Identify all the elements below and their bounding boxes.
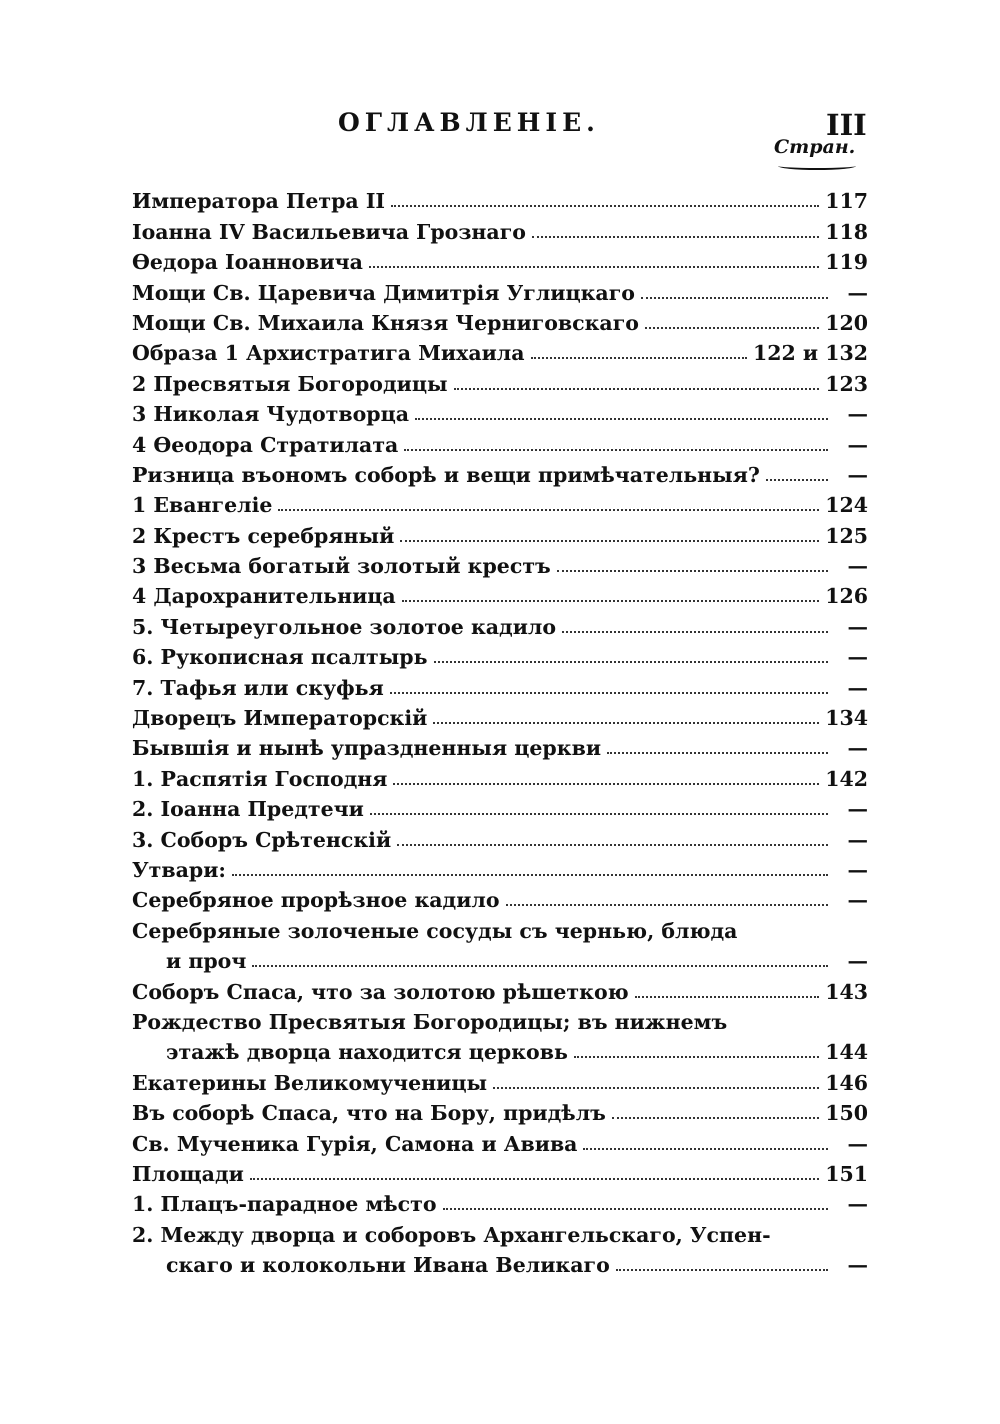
toc-entry-text: 1 Евангеліе <box>132 493 273 518</box>
toc-entry-text: Утвари: <box>132 857 226 882</box>
dot-leader <box>645 327 819 329</box>
toc-entry-page: — <box>847 1253 868 1278</box>
toc-entry <box>132 1186 868 1216</box>
dot-leader <box>443 1208 828 1210</box>
toc-entry-page: — <box>847 554 868 579</box>
toc-entry-text: Серебряные золоченые сосуды съ чернью, блюда <box>132 918 738 943</box>
toc-entry-text: 1. Плацъ-парадное мѣсто <box>132 1192 437 1217</box>
toc-entry-page: — <box>847 614 868 639</box>
toc-entry <box>132 973 868 1003</box>
toc-entry-text: 4 Дарохранительница <box>132 584 396 609</box>
toc-entry <box>132 791 868 821</box>
toc-entry <box>132 1156 868 1186</box>
toc-entry <box>132 852 868 882</box>
toc-entry <box>132 244 868 274</box>
dot-leader <box>415 418 828 420</box>
toc-entry-text: Ризница въономъ соборѣ и вещи примѣчательныя? <box>132 462 760 487</box>
toc-entry-continuation <box>132 1247 868 1277</box>
dot-leader <box>369 266 819 268</box>
toc-entry <box>132 335 868 365</box>
toc-entry <box>132 1216 868 1246</box>
dot-leader <box>252 965 828 967</box>
table-of-contents <box>132 183 868 1277</box>
toc-entry <box>132 183 868 213</box>
toc-entry-text: Императора Петра II <box>132 189 386 214</box>
dot-leader <box>635 996 820 998</box>
toc-entry <box>132 213 868 243</box>
toc-entry <box>132 1064 868 1094</box>
toc-entry-page: — <box>847 888 868 913</box>
toc-entry-page: 120 <box>825 310 868 335</box>
dot-leader <box>607 752 828 754</box>
toc-entry-text: Св. Мученика Гурія, Самона и Авива <box>132 1131 578 1156</box>
page-column-label: Стран. <box>774 136 856 158</box>
toc-entry-page: — <box>847 402 868 427</box>
toc-entry-text: 3 Николая Чудотворца <box>132 402 410 427</box>
page-title: ОГЛАВЛЕНІЕ. <box>338 108 600 137</box>
dot-leader <box>506 904 828 906</box>
dot-leader <box>562 631 828 633</box>
toc-entry <box>132 1004 868 1034</box>
toc-entry <box>132 639 868 669</box>
toc-entry-text: 1. Распятія Господня <box>132 766 388 791</box>
toc-entry-page: 125 <box>825 523 868 548</box>
toc-entry <box>132 426 868 456</box>
toc-entry-page: — <box>847 432 868 457</box>
dot-leader <box>390 692 828 694</box>
toc-entry-page: — <box>847 827 868 852</box>
toc-entry <box>132 608 868 638</box>
toc-entry-page: 142 <box>825 766 868 791</box>
dot-leader <box>641 297 828 299</box>
toc-entry-page: 146 <box>825 1070 868 1095</box>
toc-entry-page: 122 и 132 <box>752 341 868 366</box>
column-label-underline <box>778 162 856 170</box>
dot-leader <box>454 388 820 390</box>
toc-entry <box>132 1125 868 1155</box>
dot-leader <box>250 1178 819 1180</box>
toc-entry-text: Екатерины Великомученицы <box>132 1070 488 1095</box>
dot-leader <box>400 540 819 542</box>
dot-leader <box>434 661 828 663</box>
toc-entry-text: 3. Соборъ Срѣтенскій <box>132 827 392 852</box>
toc-entry-text: этажѣ дворца находится церковь <box>166 1040 568 1065</box>
toc-entry-text: Мощи Св. Царевича Димитрія Углицкаго <box>132 280 635 305</box>
dot-leader <box>397 844 828 846</box>
toc-entry-page: 123 <box>825 371 868 396</box>
toc-entry-text: 5. Четыреугольное золотое кадило <box>132 614 557 639</box>
toc-entry-page: 118 <box>825 219 868 244</box>
toc-entry-text: Дворецъ Императорскій <box>132 706 428 731</box>
toc-entry-continuation <box>132 943 868 973</box>
toc-entry-page: 124 <box>825 493 868 518</box>
toc-entry-page: 151 <box>825 1161 868 1186</box>
toc-entry <box>132 912 868 942</box>
toc-entry-text: Образа 1 Архистратига Михаила <box>132 341 525 366</box>
toc-entry-text: Рождество Пресвятыя Богородицы; въ нижнемъ <box>132 1009 728 1034</box>
dot-leader <box>278 509 819 511</box>
toc-entry-text: Площади <box>132 1161 244 1186</box>
toc-entry-page: 134 <box>825 706 868 731</box>
dot-leader <box>616 1269 828 1271</box>
dot-leader <box>402 600 819 602</box>
toc-entry-text: 6. Рукописная псалтырь <box>132 645 428 670</box>
toc-entry-page: 117 <box>825 189 868 214</box>
toc-entry-page: — <box>847 949 868 974</box>
dot-leader <box>493 1087 819 1089</box>
toc-entry <box>132 487 868 517</box>
toc-entry-text: Өедора Іоанновича <box>132 250 363 275</box>
toc-entry-text: 2 Крестъ серебряный <box>132 523 395 548</box>
toc-entry-page: — <box>847 280 868 305</box>
toc-entry-page: 143 <box>825 979 868 1004</box>
toc-entry-page: — <box>847 1131 868 1156</box>
toc-entry <box>132 730 868 760</box>
toc-entry-page: — <box>847 736 868 761</box>
toc-entry <box>132 396 868 426</box>
dot-leader <box>370 813 828 815</box>
toc-entry <box>132 821 868 851</box>
toc-entry <box>132 365 868 395</box>
dot-leader <box>433 722 819 724</box>
toc-entry-page: — <box>847 797 868 822</box>
toc-entry-text: Мощи Св. Михаила Князя Черниговскаго <box>132 310 639 335</box>
toc-entry-text: Серебряное прорѣзное кадило <box>132 888 500 913</box>
toc-entry-text: 7. Тафья или скуфья <box>132 675 384 700</box>
toc-entry-text: Іоанна IV Васильевича Грознаго <box>132 219 526 244</box>
toc-entry-continuation <box>132 1034 868 1064</box>
dot-leader <box>583 1148 828 1150</box>
toc-entry <box>132 517 868 547</box>
toc-entry-page: 150 <box>825 1101 868 1126</box>
toc-entry-page: — <box>847 857 868 882</box>
dot-leader <box>404 449 828 451</box>
toc-entry-page: — <box>847 1192 868 1217</box>
toc-entry-text: 3 Весьма богатый золотый крестъ <box>132 554 551 579</box>
toc-entry-page: — <box>847 462 868 487</box>
toc-entry-text: скаго и колокольни Ивана Великаго <box>166 1253 610 1278</box>
toc-entry <box>132 578 868 608</box>
toc-entry-page: — <box>847 675 868 700</box>
toc-entry-text: 2. Іоанна Предтечи <box>132 797 364 822</box>
toc-entry-text: и проч <box>166 949 247 974</box>
dot-leader <box>612 1117 819 1119</box>
toc-entry-page: — <box>847 645 868 670</box>
toc-entry-text: 2 Пресвятыя Богородицы <box>132 371 448 396</box>
toc-entry-page: 144 <box>825 1040 868 1065</box>
dot-leader <box>391 205 819 207</box>
toc-entry-text: Въ соборѣ Спаса, что на Бору, придѣлъ <box>132 1101 606 1126</box>
toc-entry <box>132 457 868 487</box>
toc-entry <box>132 700 868 730</box>
toc-entry-text: Соборъ Спаса, что за золотою рѣшеткою <box>132 979 629 1004</box>
toc-entry-page: 126 <box>825 584 868 609</box>
toc-entry <box>132 305 868 335</box>
toc-entry <box>132 760 868 790</box>
toc-entry-page: 119 <box>825 250 868 275</box>
dot-leader <box>393 783 819 785</box>
page-folio: III <box>826 108 867 142</box>
dot-leader <box>531 357 747 359</box>
toc-entry-text: 4 Өеодора Стратилата <box>132 432 399 457</box>
dot-leader <box>766 479 828 481</box>
dot-leader <box>532 236 819 238</box>
toc-entry-text: 2. Между дворца и соборовъ Архангельскаго, Успен- <box>132 1222 771 1247</box>
dot-leader <box>557 570 828 572</box>
toc-entry-text: Бывшія и нынѣ упраздненныя церкви <box>132 736 602 761</box>
dot-leader <box>232 874 828 876</box>
toc-entry <box>132 669 868 699</box>
toc-entry <box>132 882 868 912</box>
toc-entry <box>132 548 868 578</box>
toc-entry <box>132 274 868 304</box>
dot-leader <box>574 1056 819 1058</box>
toc-entry <box>132 1095 868 1125</box>
